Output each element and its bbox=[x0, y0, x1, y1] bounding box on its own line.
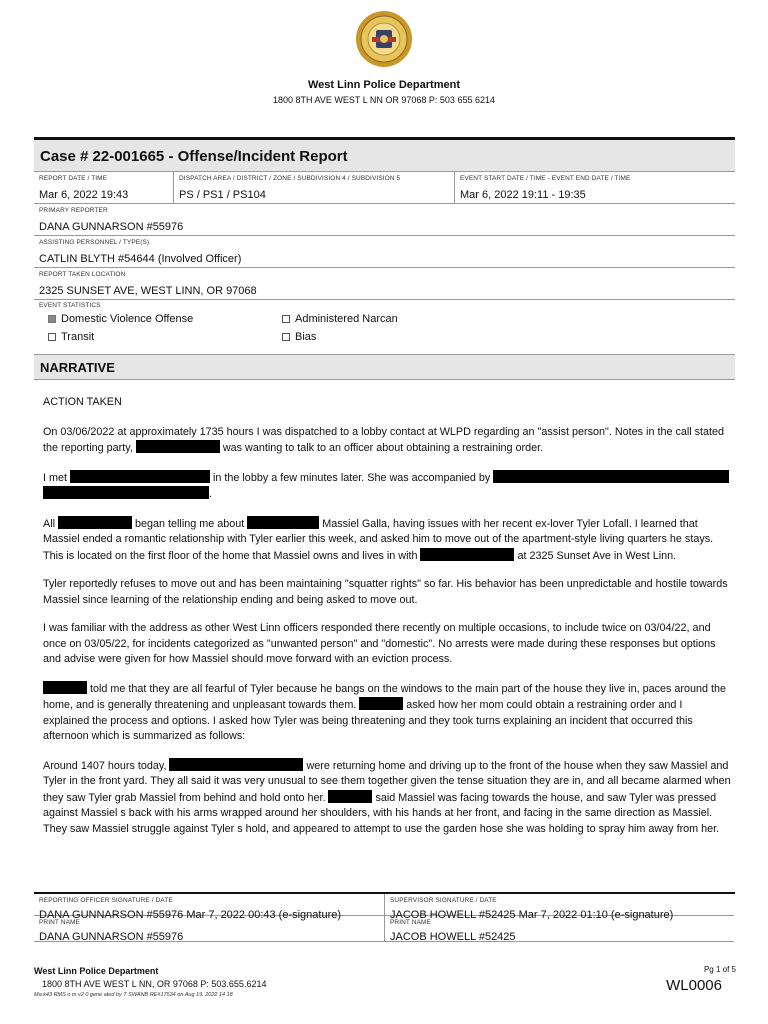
checkbox-unchecked-icon bbox=[48, 333, 56, 341]
reporting-officer-column bbox=[34, 894, 384, 942]
report-location-value: 2325 SUNSET AVE, WEST LINN, OR 97068 bbox=[39, 285, 257, 297]
narrative-text: began telling me about bbox=[132, 517, 248, 530]
event-date-cell bbox=[454, 172, 735, 203]
dispatch-area-cell bbox=[173, 172, 454, 203]
checkbox-checked-icon bbox=[48, 315, 56, 323]
checkbox-unchecked-icon bbox=[282, 315, 290, 323]
event-date-value: Mar 6, 2022 19:11 - 19:35 bbox=[460, 189, 586, 201]
header-department: West Linn Police Department bbox=[308, 79, 460, 91]
narrative-text: . bbox=[209, 488, 212, 500]
report-location-label: REPORT TAKEN LOCATION bbox=[39, 271, 126, 278]
reporting-signature-value: DANA GUNNARSON #55976 Mar 7, 2022 00:43 (e-signature) bbox=[39, 909, 342, 921]
supervisor-column bbox=[384, 894, 734, 942]
report-form bbox=[34, 137, 735, 380]
supervisor-signature-value: JACOB HOWELL #52425 Mar 7, 2022 01:10 (e-signature) bbox=[390, 909, 674, 921]
primary-reporter-label: PRIMARY REPORTER bbox=[39, 207, 108, 214]
header-address: 1800 8TH AVE WEST L NN OR 97068 P: 503 655 6214 bbox=[273, 95, 495, 105]
narrative-paragraph bbox=[43, 681, 731, 745]
redaction-block bbox=[420, 548, 514, 561]
narrative-text: Massiel Galla, having issues with her recent ex-lover Tyler Lofall. I learned that Massiel ended a romantic relationship with Tyler earlier this week, and asked him to move out of the apartment-style living quarters he stays. This is located on the first floor of the home that Massiel owns and lives in with bbox=[43, 517, 714, 562]
narrative-text: On 03/06/2022 at approximately 1735 hours I was dispatched to a lobby contact at WLPD regarding an "assist person". Notes in the call stated the reporting party, bbox=[43, 425, 725, 454]
narrative-paragraph: I was familiar with the address as other West Linn officers responded there recently on multiple occasions, to include twice on 03/04/22, and once on 03/05/22, for incidents categorized as "unwanted person" and "domestic". No arrests were made during these responses but options and advise were given for how Massiel should move forward with an eviction process. bbox=[43, 622, 716, 665]
narrative-text: at 2325 Sunset Ave in West Linn. bbox=[514, 549, 677, 562]
dispatch-area-value: PS / PS1 / PS104 bbox=[179, 189, 266, 201]
redaction-block bbox=[359, 697, 403, 710]
narrative-text: asked how her mom could obtain a restraining order and I explained the process and options. I asked how Tyler was being threatening and they took turns explaining an incident that occurred this afternoon which is summarized as follows: bbox=[43, 699, 693, 742]
reporting-print-value: DANA GUNNARSON #55976 bbox=[39, 931, 184, 943]
stat-domestic-violence bbox=[48, 313, 193, 325]
event-date-label: EVENT START DATE / TIME - EVENT END DATE / TIME bbox=[460, 175, 631, 182]
narrative-text: in the lobby a few minutes later. She was accompanied by bbox=[210, 471, 494, 484]
primary-reporter-row bbox=[34, 204, 735, 236]
redaction-block bbox=[136, 440, 220, 453]
redaction-block bbox=[328, 790, 372, 803]
stat-administered-narcan bbox=[282, 313, 398, 325]
redaction-block bbox=[58, 516, 132, 529]
footer-address: 1800 8TH AVE WEST L NN, OR 97068 P: 503.655.6214 bbox=[42, 979, 267, 989]
assisting-personnel-value: CATLIN BLYTH #54644 (Involved Officer) bbox=[39, 253, 242, 265]
narrative-text: told me that they are all fearful of Tyler because he bangs on the windows to the main part of the house they live in, paces around the home, and is generally threatening and unpleasant towards them. bbox=[43, 682, 727, 711]
event-statistics bbox=[34, 300, 735, 355]
page-number: Pg 1 of 5 bbox=[703, 965, 736, 974]
report-location-row bbox=[34, 268, 735, 300]
redaction-block bbox=[43, 681, 87, 694]
narrative-heading: ACTION TAKEN bbox=[43, 396, 122, 408]
supervisor-print-value: JACOB HOWELL #52425 bbox=[390, 931, 516, 943]
report-location-cell bbox=[34, 268, 735, 299]
footer-generation-meta: Ma k43 RMS o m v2 0 gene ated by T SWANB RE#17534 on Aug 19, 2022 14 18 bbox=[34, 992, 233, 998]
checkbox-unchecked-icon bbox=[282, 333, 290, 341]
footer-department: West Linn Police Department bbox=[34, 966, 159, 976]
redaction-block bbox=[43, 486, 209, 499]
narrative-body bbox=[43, 395, 731, 850]
narrative-text: was wanting to talk to an officer about obtaining a restraining order. bbox=[219, 442, 544, 454]
assisting-personnel-label: ASSISTING PERSONNEL / TYPE(S) bbox=[39, 239, 150, 246]
narrative-text: said Massiel was facing towards the house, and saw Tyler was pressed against Massiel s back with his arms wrapped around her shoulders, with his hands at her front, and facing in the same direction as Massiel. They saw Massiel struggle against Tyler s hold, and appeared to attempt to use the garden hose she was holding to spray him away from her. bbox=[43, 791, 720, 835]
supervisor-signature-label: SUPERVISOR SIGNATURE / DATE bbox=[390, 897, 497, 904]
narrative-paragraph bbox=[43, 470, 731, 503]
primary-reporter-cell bbox=[34, 204, 735, 235]
reporting-signature-label: REPORTING OFFICER SIGNATURE / DATE bbox=[39, 897, 173, 904]
report-title-bar bbox=[34, 140, 735, 172]
narrative-paragraph bbox=[43, 425, 731, 457]
stat-transit-label: Transit bbox=[61, 331, 95, 343]
report-date-value: Mar 6, 2022 19:43 bbox=[39, 189, 129, 201]
report-date-label: REPORT DATE / TIME bbox=[39, 175, 108, 182]
stat-transit bbox=[48, 331, 94, 343]
bates-number: WL0006 bbox=[666, 977, 722, 994]
stat-bias-label: Bias bbox=[295, 331, 317, 343]
event-statistics-label: EVENT STATISTICS bbox=[39, 302, 101, 309]
narrative-paragraph bbox=[43, 758, 731, 838]
report-dates-row bbox=[34, 172, 735, 204]
police-seal-icon bbox=[355, 10, 413, 68]
narrative-text: were returning home and driving up to the front of the house when they saw Massiel and Tyler in the front yard. They all said it was very unusual to see them together given the tense situation they are in, and all became alarmed when they saw Tyler grab Massiel from behind and hold onto her. bbox=[43, 759, 731, 804]
redaction-block bbox=[70, 470, 210, 483]
narrative-text: Around 1407 hours today, bbox=[43, 759, 170, 772]
narrative-text: I met bbox=[43, 471, 70, 484]
narrative-paragraph bbox=[43, 516, 731, 565]
signature-block bbox=[34, 892, 735, 942]
narrative-title: NARRATIVE bbox=[40, 360, 115, 375]
assisting-personnel-cell bbox=[34, 236, 735, 267]
assisting-personnel-row bbox=[34, 236, 735, 268]
redaction-block bbox=[169, 758, 303, 771]
reporting-print-label: PRINT NAME bbox=[39, 919, 80, 926]
narrative-text: All bbox=[43, 517, 58, 530]
report-date-cell bbox=[34, 172, 173, 203]
primary-reporter-value: DANA GUNNARSON #55976 bbox=[39, 221, 184, 233]
supervisor-print-label: PRINT NAME bbox=[390, 919, 431, 926]
dispatch-area-label: DISPATCH AREA / DISTRICT / ZONE / SUBDIVISION 4 / SUBDIVISION 5 bbox=[179, 175, 401, 182]
narrative-paragraph: Tyler reportedly refuses to move out and has been maintaining "squatter rights" so far. His behavior has been unpredictable and hostile towards Massiel since learning of the relationship ending and being asked to move out. bbox=[43, 578, 728, 606]
redaction-block bbox=[493, 470, 729, 483]
stat-administered-narcan-label: Administered Narcan bbox=[295, 313, 398, 325]
stat-bias bbox=[282, 331, 316, 343]
report-title: Case # 22-001665 - Offense/Incident Report bbox=[40, 148, 348, 165]
narrative-title-bar bbox=[34, 355, 735, 380]
redaction-block bbox=[247, 516, 319, 529]
stat-domestic-violence-label: Domestic Violence Offense bbox=[61, 313, 194, 325]
